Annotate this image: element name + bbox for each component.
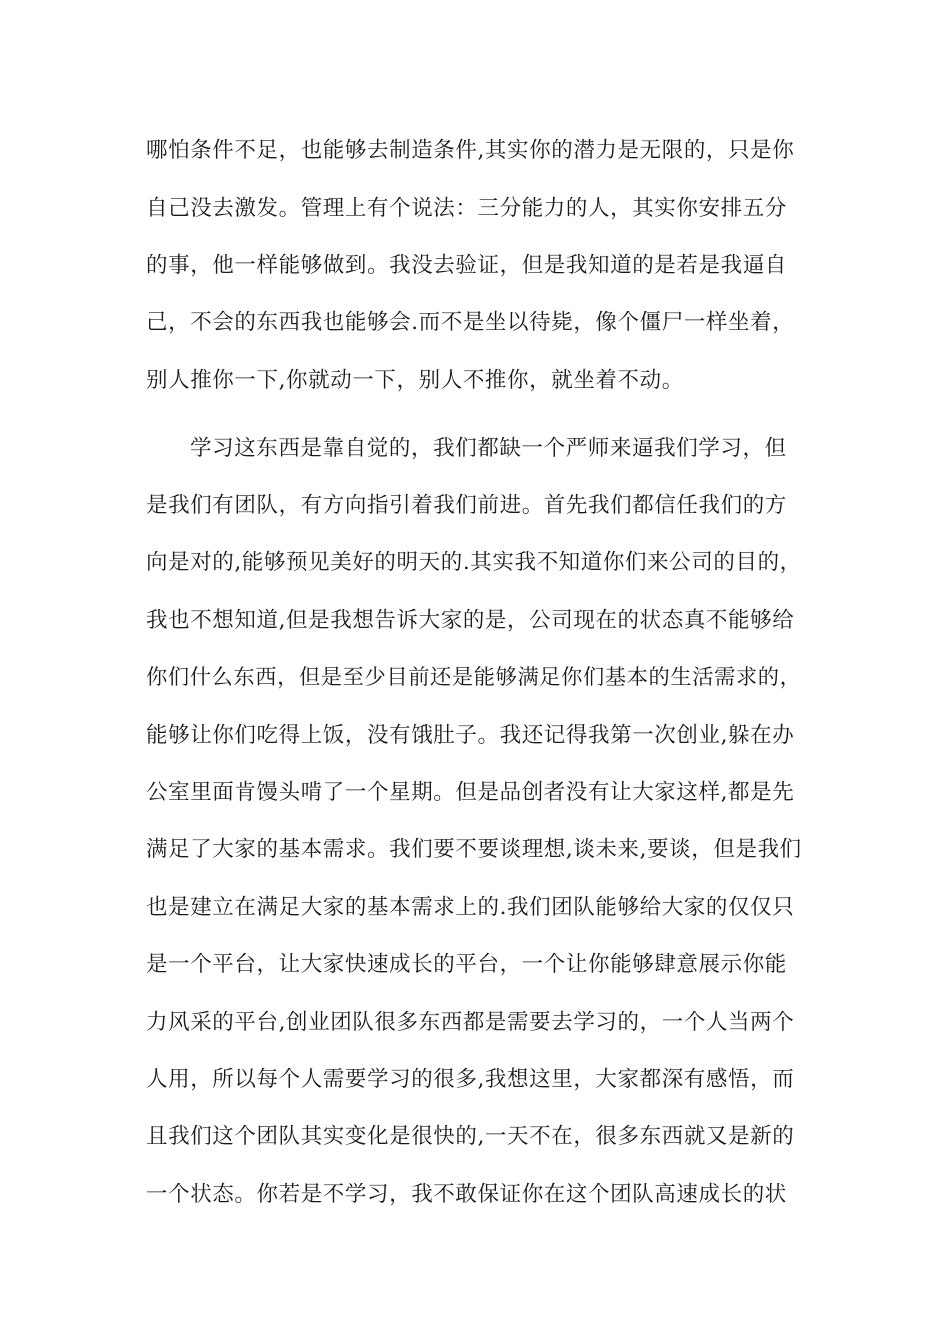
text-line: 向是对的,能够预见美好的明天的.其实我不知道你们来公司的目的， [146,550,802,575]
text-line: 自己没去激发。管理上有个说法：三分能力的人，其实你安排五分 [146,196,787,221]
text-line: 能够让你们吃得上饭，没有饿肚子。我还记得我第一次创业,躲在办 [146,723,795,748]
text-line: 人用，所以每个人需要学习的很多,我想这里，大家都深有感悟，而 [146,1067,795,1092]
text-line: 力风采的平台,创业团队很多东西都是需要去学习的，一个人当两个 [146,1010,795,1035]
text-line: 公室里面肯馒头啃了一个星期。但是品创者没有让大家这样,都是先 [146,780,795,805]
text-line: 哪怕条件不足，也能够去制造条件,其实你的潜力是无限的，只是你 [146,138,795,163]
text-line: 一个状态。你若是不学习，我不敢保证你在这个团队高速成长的状 [146,1182,787,1207]
text-line: 且我们这个团队其实变化是很快的,一天不在，很多东西就又是新的 [146,1124,795,1149]
text-line-paragraph-start: 学习这东西是靠自觉的，我们都缺一个严师来逼我们学习，但 [190,436,787,461]
text-line: 满足了大家的基本需求。我们要不要谈理想,谈未来,要谈，但是我们 [146,837,802,862]
text-line: 也是建立在满足大家的基本需求上的.我们团队能够给大家的仅仅只 [146,895,795,920]
text-line: 别人推你一下,你就动一下，别人不推你，就坐着不动。 [146,368,684,393]
text-line: 是我们有团队，有方向指引着我们前进。首先我们都信任我们的方 [146,493,787,518]
text-line: 是一个平台，让大家快速成长的平台，一个让你能够肆意展示你能 [146,952,787,977]
text-line: 你们什么东西，但是至少目前还是能够满足你们基本的生活需求的， [146,665,802,690]
text-line: 己，不会的东西我也能够会.而不是坐以待毙，像个僵尸一样坐着， [146,310,795,335]
text-line: 的事，他一样能够做到。我没去验证，但是我知道的是若是我逼自 [146,253,787,278]
text-line: 我也不想知道,但是我想告诉大家的是，公司现在的状态真不能够给 [146,608,795,633]
